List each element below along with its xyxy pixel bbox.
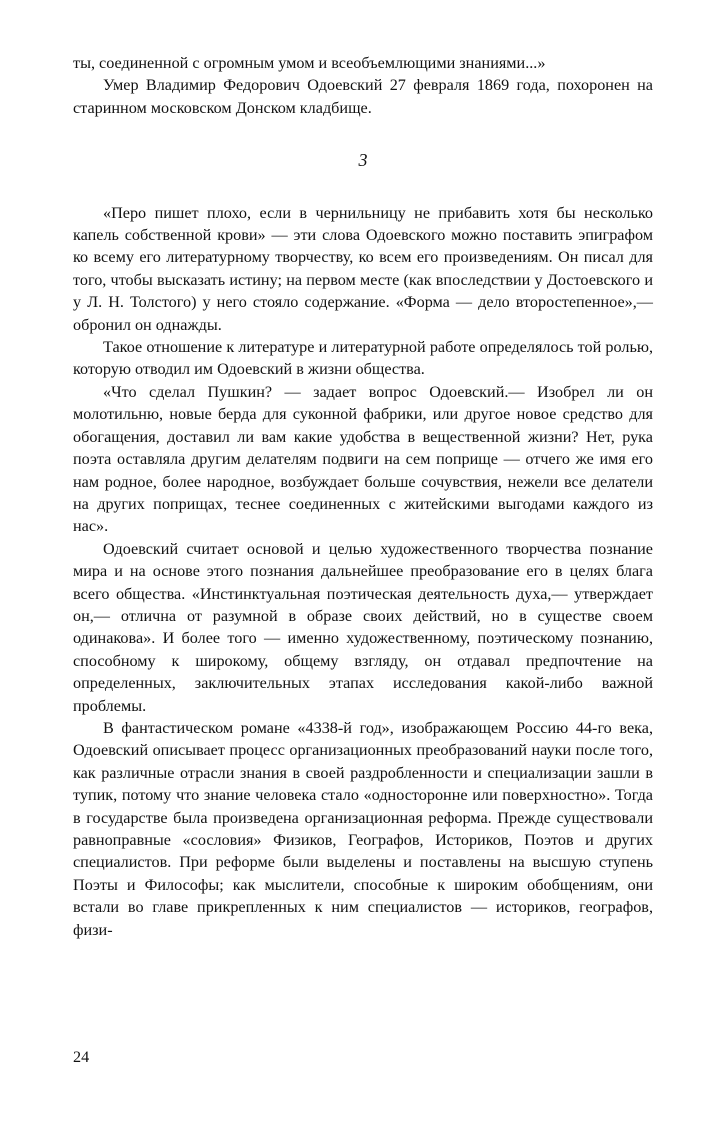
paragraph: Одоевский считает основой и целью художественного творчества познание мира и на основе этого познания дальнейшее преобразование его в целях блага всего общества. «Инстинктуальная поэтическая деятельность духа,— утверждает он,— отлична от разумной в образе своих действий, но в существе своем одинакова». И более того — именно художественному, поэтическому познанию, способному к широкому, общему взгляду, он отдавал предпочтение на определенных, заключительных этапах исследования какой-либо важной проблемы. <box>73 539 653 715</box>
paragraph: «Перо пишет плохо, если в чернильницу не прибавить хотя бы несколько капель собственной крови» — эти слова Одоевского можно поставить эпиграфом ко всему его литературному творчеству, ко всем его произведениям. Он писал для того, чтобы высказать истину; на первом месте (как впоследствии у Достоевского и у Л. Н. Толстого) у него стояло содержание. «Форма — дело второстепенное»,— обронил он однажды. <box>73 203 653 334</box>
intro-continuation: ты, соединенной с огромным умом и всеобъемлющими знаниями...» <box>73 54 546 72</box>
page-body <box>73 52 653 941</box>
paragraph: «Что сделал Пушкин? — задает вопрос Одоевский.— Изобрел ли он молотильню, новые берда для суконной фабрики, или другое новое средство для обогащения, доставил ли вам какие удобства в вещественной жизни? Нет, рука поэта оставляла другим делателям подвиги на сем поприще — отчего же имя его нам родное, более народное, возбуждает больше сочувствия, нежели все делатели на других поприщах, теснее соединенных с житейскими выгодами каждого из нас». <box>73 382 653 536</box>
page-number: 24 <box>73 1048 90 1066</box>
paragraph: Такое отношение к литературе и литературной работе определялось той ролью, которую отводил им Одоевский в жизни общества. <box>73 338 653 379</box>
paragraph: В фантастическом романе «4338-й год», изображающем Россию 44-го века, Одоевский описывает процесс организационных преобразований науки после того, как различные отрасли знания в своей раздробленности и специализации зашли в тупик, потому что знание человека стало «односторонне или поверхностно». Тогда в государстве была произведена организационная реформа. Прежде существовали равноправные «сословия» Физиков, Географов, Историков, Поэтов и других специалистов. При реформе были выделены и поставлены на высшую ступень Поэты и Философы; как мыслители, способные к широким обобщениям, они встали во главе прикрепленных к ним специалистов — историков, географов, физи- <box>73 718 653 939</box>
intro-paragraph: Умер Владимир Федорович Одоевский 27 февраля 1869 года, похоронен на старинном московском Донском кладбище. <box>73 76 653 117</box>
section-number: 3 <box>358 150 368 171</box>
